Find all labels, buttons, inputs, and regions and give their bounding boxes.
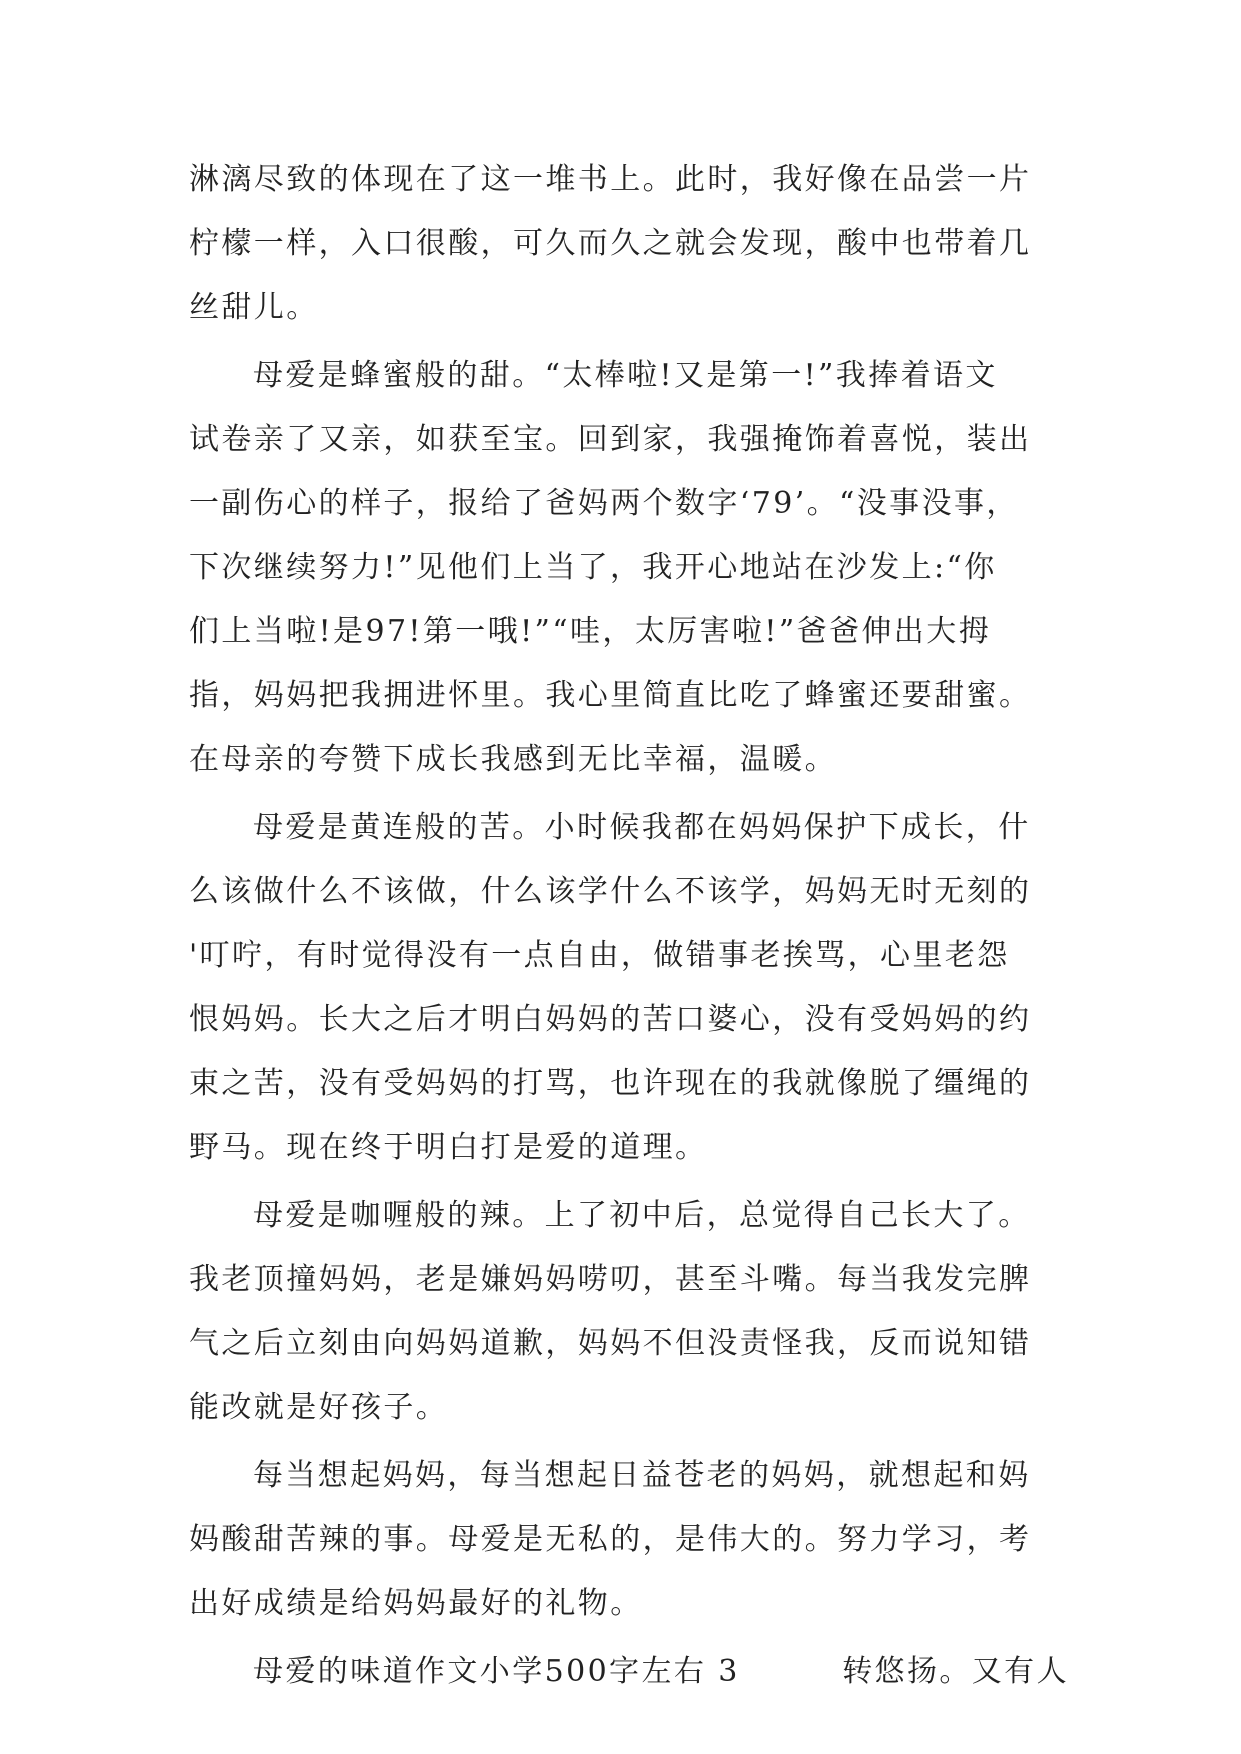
- text-line: 么该做什么不该做，什么该学什么不该学，妈妈无时无刻的: [189, 874, 1032, 909]
- paragraph-4: [189, 1184, 1069, 1440]
- text-line: 丝甜儿。: [189, 290, 319, 325]
- essay-continuation: 转悠扬。又有人: [842, 1654, 1069, 1689]
- text-line: 束之苦，没有受妈妈的打骂，也许现在的我就像脱了缰绳的: [189, 1066, 1032, 1101]
- text-line: 野马。现在终于明白打是爱的道理。: [189, 1130, 708, 1165]
- text-line: 每当想起妈妈，每当想起日益苍老的妈妈，就想起和妈: [253, 1458, 1031, 1493]
- text-line: 们上当啦!是97!第一哦!”“哇，太厉害啦!”爸爸伸出大拇: [189, 614, 992, 649]
- text-line: 指，妈妈把我拥进怀里。我心里简直比吃了蜂蜜还要甜蜜。: [189, 678, 1032, 713]
- paragraph-5: [189, 1444, 1069, 1636]
- text-line: '叮咛，有时觉得没有一点自由，做错事老挨骂，心里老怨: [189, 938, 1010, 973]
- text-line: 母爱是蜂蜜般的甜。“太棒啦!又是第一!”我捧着语文: [253, 358, 998, 393]
- text-line: 柠檬一样，入口很酸，可久而久之就会发现，酸中也带着几: [189, 226, 1032, 261]
- next-essay-heading: [189, 1640, 1069, 1704]
- text-line: 恨妈妈。长大之后才明白妈妈的苦口婆心，没有受妈妈的约: [189, 1002, 1032, 1037]
- text-line: 妈酸甜苦辣的事。母爱是无私的，是伟大的。努力学习，考: [189, 1522, 1032, 1557]
- text-line: 气之后立刻由向妈妈道歉，妈妈不但没责怪我，反而说知错: [189, 1326, 1032, 1361]
- text-line: 出好成绩是给妈妈最好的礼物。: [189, 1586, 643, 1621]
- essay-title: 母爱的味道作文小学500字左右 3: [253, 1654, 740, 1689]
- paragraph-1: [189, 148, 1069, 340]
- text-line: 下次继续努力!”见他们上当了，我开心地站在沙发上:“你: [189, 550, 997, 585]
- text-line: 我老顶撞妈妈，老是嫌妈妈唠叨，甚至斗嘴。每当我发完脾: [189, 1262, 1032, 1297]
- text-line: 母爱是咖喱般的辣。上了初中后，总觉得自己长大了。: [253, 1198, 1031, 1233]
- text-line: 能改就是好孩子。: [189, 1390, 449, 1425]
- text-line: 母爱是黄连般的苦。小时候我都在妈妈保护下成长，什: [253, 810, 1031, 845]
- text-line: 在母亲的夸赞下成长我感到无比幸福，温暖。: [189, 742, 837, 777]
- essay-body: [189, 148, 1069, 1704]
- paragraph-3: [189, 796, 1069, 1180]
- paragraph-2: [189, 344, 1069, 792]
- text-line: 试卷亲了又亲，如获至宝。回到家，我强掩饰着喜悦，装出: [189, 422, 1032, 457]
- text-line: 一副伤心的样子，报给了爸妈两个数字‘79’。“没事没事，: [189, 486, 1019, 521]
- text-line: 淋漓尽致的体现在了这一堆书上。此时，我好像在品尝一片: [189, 162, 1032, 197]
